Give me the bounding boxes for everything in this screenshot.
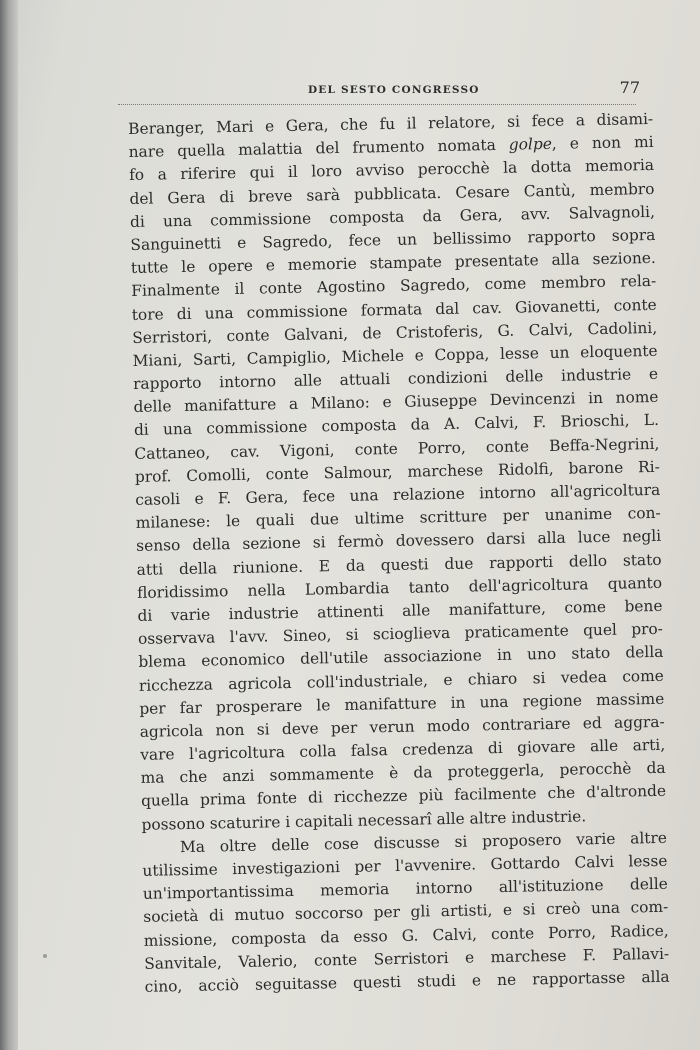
text-line: quella prima fonte di ricchezze più facilmente che d'altronde xyxy=(140,782,667,811)
text-line: casoli e F. Gera, fece una relazione intorno all'agricoltura xyxy=(135,480,661,509)
text-line: agricola non si deve per verun modo contrariare ed aggra- xyxy=(139,712,665,741)
header-rule xyxy=(118,104,636,105)
running-head: DEL SESTO CONGRESSO xyxy=(308,84,480,96)
text-line: nare quella malattia del frumento nomata golpe, e non mi xyxy=(128,133,654,162)
text-line: cino, acciò seguitasse questi studi e ne rapportasse alla xyxy=(144,967,670,996)
body-text xyxy=(128,108,670,999)
paragraph-1 xyxy=(128,108,667,837)
text-line: del Gera di breve sarà pubblicata. Cesare Cantù, membro xyxy=(129,179,655,208)
text-line: di una commissione composta da Gera, avv. Salvagnoli, xyxy=(129,202,656,231)
page-number: 77 xyxy=(619,78,640,97)
text-line: società di mutuo soccorso per gli artisti, e si creò una com- xyxy=(143,898,669,927)
text-line: Sanvitale, Valerio, conte Serristori e marchese F. Pallavi- xyxy=(144,944,670,973)
text-line: tutte le opere e memorie stampate presentate alla sezione. xyxy=(130,249,656,278)
text-line: Miani, Sarti, Campiglio, Michele e Coppa, lesse un eloquente xyxy=(132,341,658,370)
text-line: Beranger, Mari e Gera, che fu il relatore, si fece a disami- xyxy=(128,109,654,138)
text-line: ma che anzi sommamente è da proteggerla, perocchè da xyxy=(140,759,666,788)
text-line: un'importantissima memoria intorno all'istituzione delle xyxy=(142,874,668,904)
text-line: di varie industrie attinenti alle manifatture, come bene xyxy=(137,596,663,625)
paper-blot xyxy=(43,954,47,958)
text-line: ricchezza agricola coll'industriale, e chiaro si vedea come xyxy=(138,666,664,695)
text-line: delle manifatture a Milano: e Giuseppe Devincenzi in nome xyxy=(133,388,659,417)
text-line: tore di una commissione formata dal cav. Giovanetti, conte xyxy=(131,295,657,324)
text-line: Finalmente il conte Agostino Sagredo, come membro rela- xyxy=(131,272,657,301)
book-gutter xyxy=(0,0,18,1050)
text-line: missione, composta da esso G. Calvi, conte Porro, Radice, xyxy=(143,921,669,950)
text-line: possono scaturire i capitali necessarî alle altre industrie. xyxy=(141,806,587,834)
text-line: utilissime investigazioni per l'avvenire. Gottardo Calvi lesse xyxy=(142,851,668,880)
text-line: vare l'agricoltura colla falsa credenza di giovare alle arti, xyxy=(140,735,666,764)
text-line: atti della riunione. E da questi due rapporti dello stato xyxy=(136,550,662,579)
text-line: di una commissione composta da A. Calvi, F. Brioschi, L. xyxy=(133,411,660,440)
text-line: Ma oltre delle cose discusse si proposero varie altre xyxy=(179,828,668,856)
text-line: fo a riferire qui il loro avviso perocchè la dotta memoria xyxy=(128,156,655,185)
text-line: senso della sezione si fermò dovessero darsi alla luce negli xyxy=(136,527,662,556)
text-line: osservava l'avv. Sineo, si scioglieva praticamente quel pro- xyxy=(137,619,664,649)
page-header xyxy=(118,78,648,108)
text-line: Cattaneo, cav. Vigoni, conte Porro, conte Beffa-Negrini, xyxy=(134,434,660,463)
text-line: floridissimo nella Lombardia tanto dell'agricoltura quanto xyxy=(136,573,663,602)
text-line: Sanguinetti e Sagredo, fece un bellissimo rapporto sopra xyxy=(130,225,656,254)
text-line: per far prosperare le manifatture in una regione massime xyxy=(139,689,665,718)
text-line: milanese: le quali due ultime scritture per unanime con- xyxy=(135,504,661,533)
paragraph-2 xyxy=(142,827,670,999)
text-line: Serristori, conte Galvani, de Cristoferis, G. Calvi, Cadolini, xyxy=(132,318,658,347)
text-line: rapporto intorno alle attuali condizioni delle industrie e xyxy=(132,364,659,394)
text-line: prof. Comolli, conte Salmour, marchese Ridolfi, barone Ri- xyxy=(134,457,660,486)
text-line: blema economico dell'utile associazione in uno stato della xyxy=(138,643,664,672)
